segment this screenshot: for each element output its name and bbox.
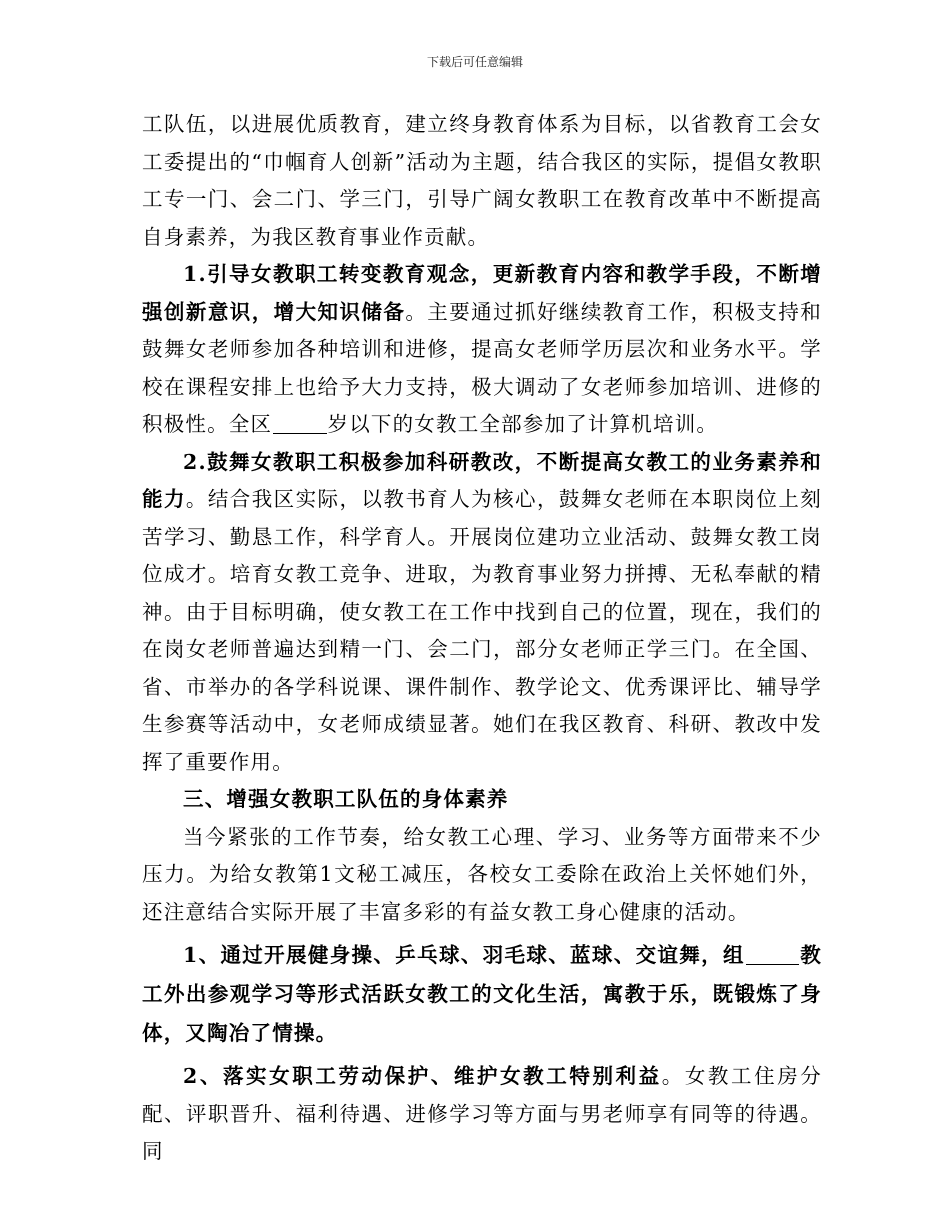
page-header: 下载后可任意编辑 (426, 55, 523, 69)
item-3-text-b: 教工外出参观学习等形式活跃女教工的文化生活，寓教于乐，既锻炼了身体，又陶冶了情操。 (142, 943, 823, 1045)
paragraph-item-2 (142, 444, 822, 782)
item-4-heading: 2、落实女职工劳动保护、维护女教工特别利益 (183, 1064, 662, 1088)
item-2-heading: 2.鼓舞女教职工积极参加科研教改，不断提高女教工的业务素养和能力 (142, 449, 822, 511)
item-1-heading: 1.引导女教职工转变教育观念，更新教育内容和教学手段，不断增强创新意识，增大知识储备 (142, 262, 822, 324)
paragraph-section-three-intro: 当今紧张的工作节奏，给女教工心理、学习、业务等方面带来不少压力。为给女教第1文秘工减压，各校女工委除在政治上关怀她们外，还注意结合实际开展了丰富多彩的有益女教工身心健康的活动。 (142, 824, 822, 924)
document-body (142, 106, 822, 1171)
item-3-text-a: 1、通过开展健身操、乒乓球、羽毛球、蓝球、交谊舞，组 (183, 943, 745, 967)
blank-underline (273, 413, 326, 435)
section-heading-three: 三、增强女教职工队伍的身体素养 (183, 787, 509, 811)
paragraph-item-4 (142, 1058, 822, 1171)
item-4-body: 。女教工住房分配、评职晋升、福利待遇、进修学习等方面与男老师享有同等的待遇。同 (142, 1064, 822, 1163)
paragraph-continued-intro: 工队伍，以进展优质教育，建立终身教育体系为目标，以省教育工会女工委提出的“巾帼育人创新”活动为主题，结合我区的实际，提倡女教职工专一门、会二门、学三门，引导广阔女教职工在教育改革中不断提高自身素养，为我区教育事业作贡献。 (142, 112, 822, 249)
item-2-body: 。结合我区实际，以教书育人为核心，鼓舞女老师在本职岗位上刻苦学习、勤恳工作，科学育人。开展岗位建功立业活动、鼓舞女教工岗位成才。培育女教工竞争、进取，为教育事业努力拼搏、无私奉献的精神。由于目标明确，使女教工在工作中找到自己的位置，现在，我们的在岗女老师普遍达到精一门、会二门，部分女老师正学三门。在全国、省、市举办的各学科说课、课件制作、教学论文、优秀课评比、辅导学生参赛等活动中，女老师成绩显著。她们在我区教育、科研、教改中发挥了重要作用。 (142, 487, 822, 774)
item-1-body-b: 岁以下的女教工全部参加了计算机培训。 (327, 412, 719, 436)
item-1-body-a: 。主要通过抓好继续教育工作，积极支持和鼓舞女老师参加各种培训和进修，提高女老师学历层次和业务水平。学校在课程安排上也给予大力支持，极大调动了女老师参加培训、进修的积极性。全区 (142, 299, 822, 436)
paragraph-item-3 (142, 936, 822, 1053)
paragraph-item-1 (142, 256, 822, 444)
blank-underline (746, 944, 799, 966)
